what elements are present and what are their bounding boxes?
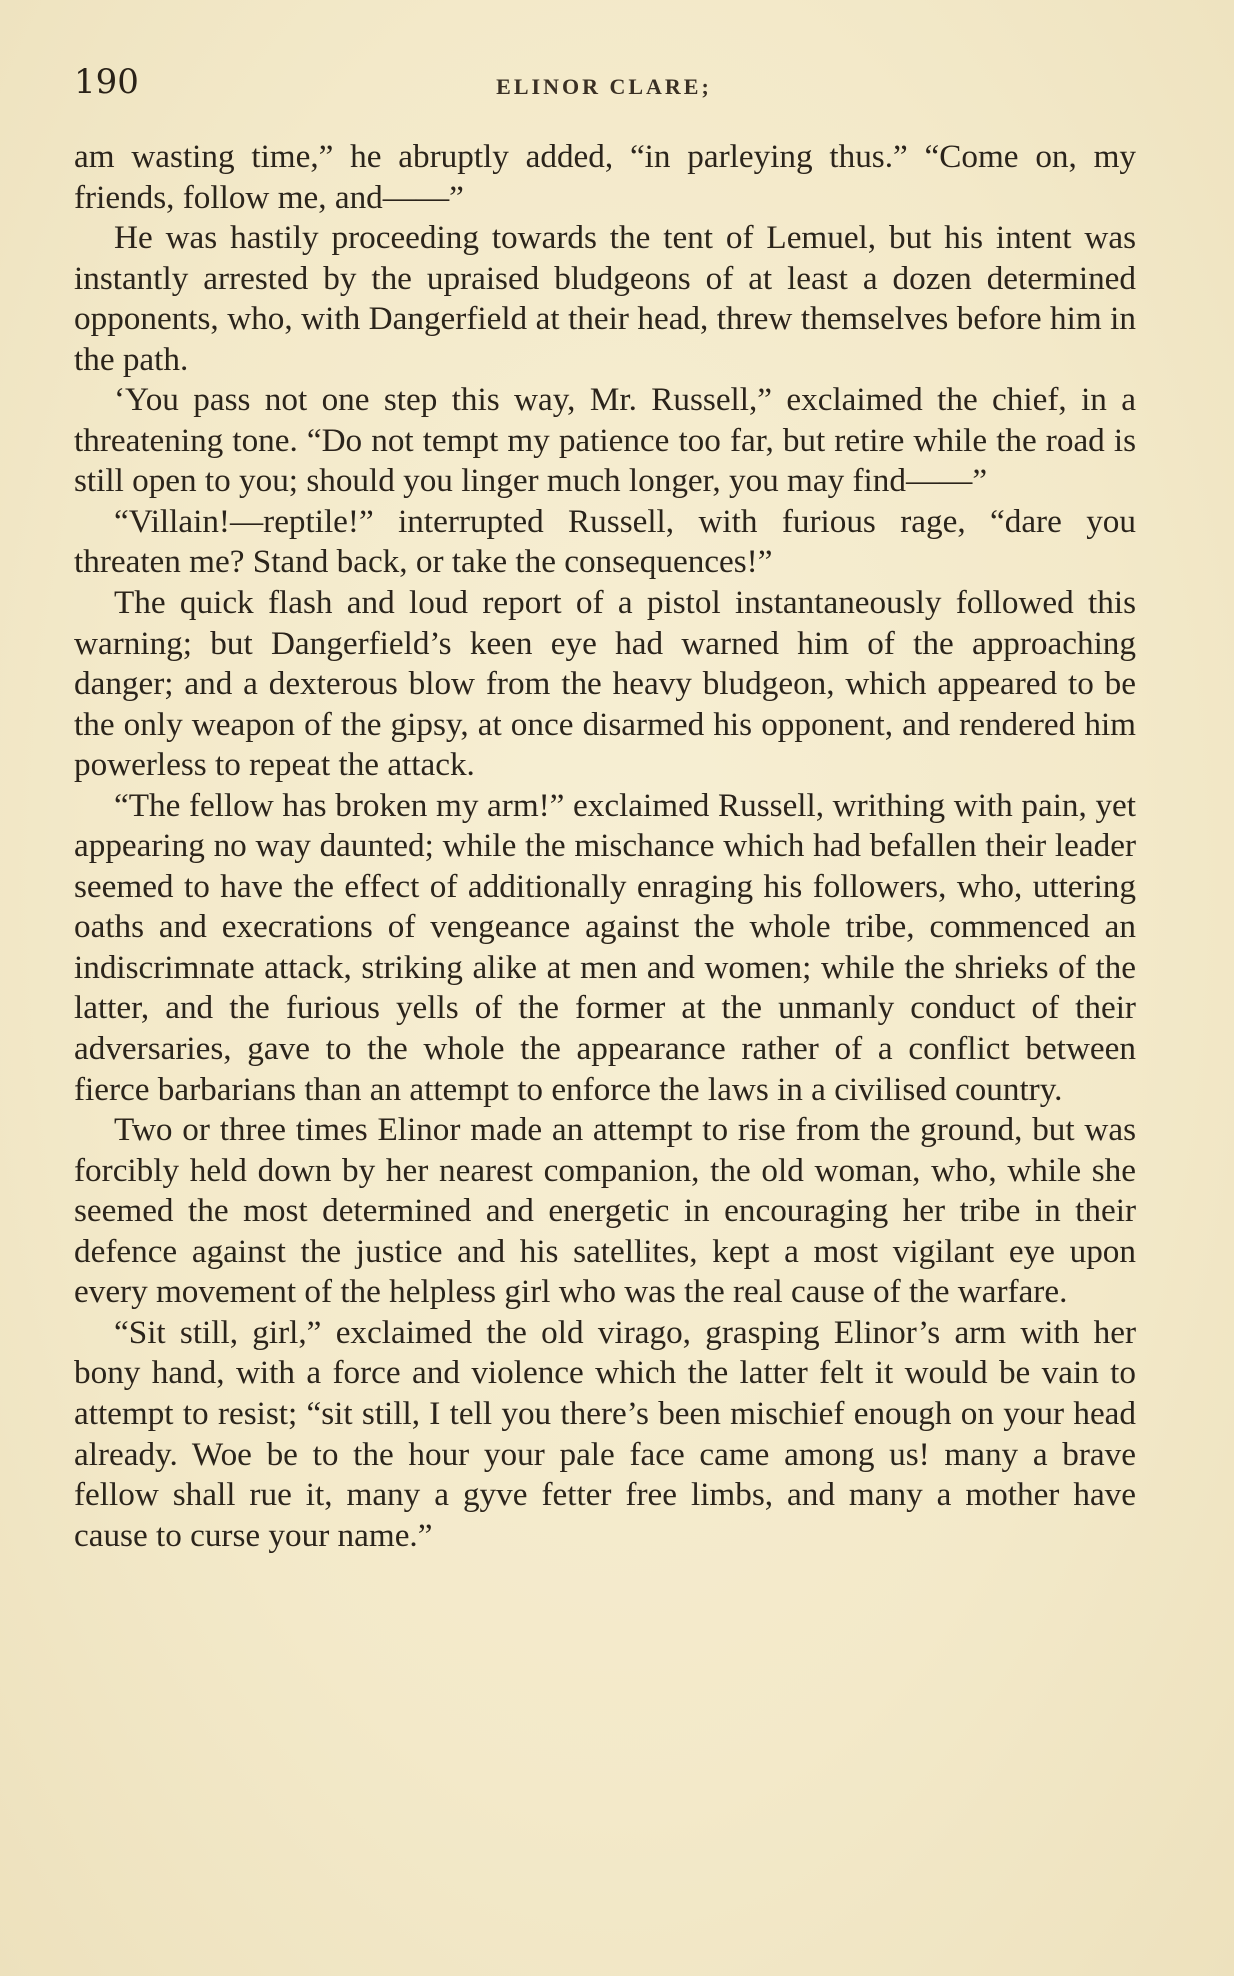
running-head: ELINOR CLARE; — [496, 74, 712, 99]
paragraph: ‘You pass not one step this way, Mr. Russell,” exclaimed the chief, in a threatening tone. “Do not tempt my patience too far, but retire while the road is still open to you; should you linger much longer, you may find——” — [74, 381, 1136, 500]
page-header — [74, 62, 1134, 112]
paragraph: “The fellow has broken my arm!” exclaimed Russell, writhing with pain, yet appearing no way daunted; while the mischance which had befallen their leader seemed to have the effect of additionally enraging his followers, who, uttering oaths and execrations of vengeance against the whole tribe, commenced an indiscrimnate attack, striking alike at men and women; while the shrieks of the latter, and the furious yells of the former at the unmanly conduct of their adversaries, gave to the whole the appearance rather of a conflict between fierce barbarians than an attempt to enforce the laws in a civilised country. — [74, 786, 1136, 1108]
paragraph: Two or three times Elinor made an attempt to rise from the ground, but was forcibly held down by her nearest companion, the old woman, who, while she seemed the most determined and energetic in encouraging her tribe in their defence against the justice and his satellites, kept a most vigilant eye upon every movement of the helpless girl who was the real cause of the warfare. — [74, 1111, 1136, 1311]
page-number: 190 — [74, 62, 139, 102]
paragraph: “Villain!—reptile!” interrupted Russell, with furious rage, “dare you threaten me? Stand back, or take the consequences!” — [74, 502, 1136, 581]
paragraph: He was hastily proceeding towards the tent of Lemuel, but his intent was instantly arrested by the upraised bludgeons of at least a dozen determined opponents, who, with Dangerfield at their head, threw themselves before him in the path. — [74, 219, 1136, 378]
paragraph: am wasting time,” he abruptly added, “in parleying thus.” “Come on, my friends, follow me, and——” — [74, 138, 1136, 216]
paragraph: “Sit still, girl,” exclaimed the old virago, grasping Elinor’s arm with her bony hand, with a force and violence which the latter felt it would be vain to attempt to resist; “sit still, I tell you there’s been mischief enough on your head already. Woe be to the hour your pale face came among us! many a brave fellow shall rue it, many a gyve fetter free limbs, and many a mother have cause to curse your name.” — [74, 1313, 1136, 1554]
body-text — [74, 137, 1136, 1556]
paragraph: The quick flash and loud report of a pistol instantaneously followed this warning; but Dangerfield’s keen eye had warned him of the approaching danger; and a dexterous blow from the heavy bludgeon, which appeared to be the only weapon of the gipsy, at once disarmed his opponent, and rendered him powerless to repeat the attack. — [74, 584, 1136, 784]
